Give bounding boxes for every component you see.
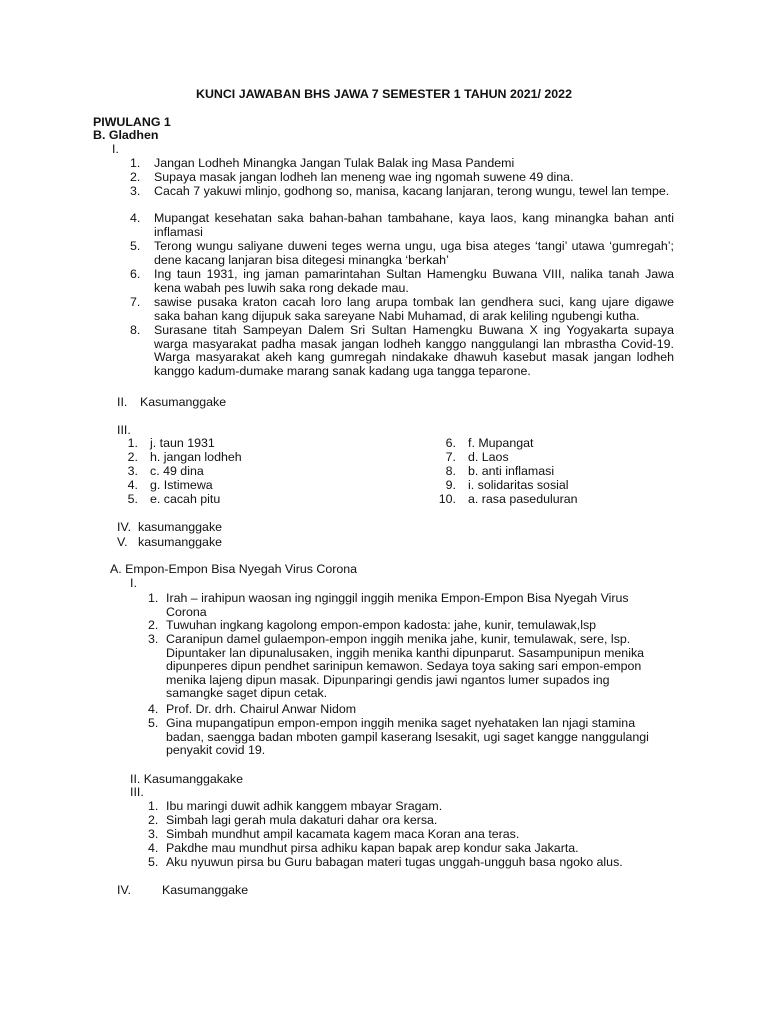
part-a-section-1-numeral: I. [130, 576, 137, 590]
item-text: Simbah mundhut ampil kacamata kagem maca Koran ana teras. [166, 827, 520, 841]
item-number: 6. [130, 267, 141, 281]
item-number: 2. [148, 618, 159, 632]
section-5-text: kasumanggake [138, 535, 223, 549]
answer-row [112, 437, 215, 451]
list-item [130, 185, 674, 199]
answer-number: 8. [445, 464, 456, 478]
answer-number: 7. [445, 450, 456, 464]
section-3-numeral: III. [117, 423, 131, 437]
item-text: Cacah 7 yakuwi mlinjo, godhong so, manisa, kacang lanjaran, terong wungu, tewel lan tempe. [154, 184, 670, 198]
answer-number: 10. [438, 492, 456, 506]
answer-row [112, 493, 220, 507]
answer-number: 2. [127, 450, 138, 464]
item-text: Caranipun damel gulaempon-empon inggih menika jahe, kunir, temulawak, sere, lsp. Dipuntaker lan dipunalusaken, inggih menika kanthi dipunparut. Sasampunipun menika dipunperes dipun pendhet sarinipun kemawon. Sedaya toya saking sari empon-empon menika lajeng dipun masak. Dipunparingi gendis jawi ngantos lumer supados ing samangke saget dipun cetak. [166, 632, 645, 701]
list-item [148, 717, 670, 758]
answer-text: a. rasa paseduluran [468, 492, 578, 506]
item-number: 7. [130, 295, 141, 309]
item-text: Ing taun 1931, ing jaman pamarintahan Sultan Hamengku Buwana VIII, nalika tanah Jawa kena wabah pes luwih saka rong dekade mau. [154, 267, 674, 295]
item-text: Tuwuhan ingkang kagolong empon-empon kadosta: jahe, kunir, temulawak,lsp [166, 618, 597, 632]
item-text: sawise pusaka kraton cacah loro lang arupa tombak lan gendhera suci, kang ujare digawe saka bahan kang dijupuk saka sareyane Nabi Muhamad, di arak keliling ngubengi kutha. [154, 295, 674, 323]
gladhen-heading: B. Gladhen [93, 128, 159, 142]
part-a-heading: A. Empon-Empon Bisa Nyegah Virus Corona [110, 562, 358, 576]
part-a-section-4-text: Kasumanggake [162, 883, 249, 897]
item-number: 2. [148, 813, 159, 827]
part-a-section-3-numeral: III. [130, 785, 144, 799]
answer-row [112, 465, 204, 479]
section-4-numeral: IV. [117, 520, 132, 534]
answer-text: d. Laos [468, 450, 509, 464]
item-number: 8. [130, 323, 141, 337]
answer-text: c. 49 dina [150, 464, 204, 478]
list-item [130, 157, 674, 171]
piwulang-heading: PIWULANG 1 [93, 115, 171, 129]
part-a-section-4-numeral: IV. [117, 883, 132, 897]
answer-number: 6. [445, 436, 456, 450]
section-2-text: Kasumanggake [140, 395, 227, 409]
item-text: Surasane titah Sampeyan Dalem Sri Sultan Hamengku Buwana X ing Yogyakarta supaya warga masyarakat padha masak jangan lodheh kanggo nanggulangi lan mbrastha Covid-19. Warga masyarakat akeh kang gumregah nindakake dhawuh kasebut masak jangan lodheh kanggo kadum-dumake marang sanak kadang uga tangga teparone. [154, 323, 674, 378]
answer-text: h. jangan lodheh [150, 450, 242, 464]
section-5-numeral: V. [117, 535, 128, 549]
part-a-section-2: II. Kasumanggakake [130, 772, 243, 786]
item-number: 4. [148, 702, 159, 716]
item-text: Pakdhe mau mundhut pirsa adhiku kapan bapak arep kondur saka Jakarta. [166, 841, 579, 855]
item-number: 3. [148, 632, 159, 646]
item-text: Jangan Lodheh Minangka Jangan Tulak Balak ing Masa Pandemi [154, 156, 515, 170]
page-title: KUNCI JAWABAN BHS JAWA 7 SEMESTER 1 TAHUN 2021/ 2022 [196, 87, 572, 101]
list-item [130, 324, 674, 378]
list-item [130, 212, 674, 239]
answer-number: 4. [127, 478, 138, 492]
list-item [148, 619, 670, 633]
list-item [148, 842, 688, 856]
item-text: Mupangat kesehatan saka bahan-bahan tambahane, kaya laos, kang minangka bahan anti inflamasi [154, 211, 674, 239]
item-number: 5. [148, 716, 159, 730]
item-text: Gina mupangatipun empon-empon inggih menika saget nyehataken lan njagi stamina badan, saengga badan mboten gampil kaserang lsesakit, ugi saget kangge nanggulangi penyakit covid 19. [166, 716, 649, 758]
answer-number: 1. [127, 436, 138, 450]
item-text: Terong wungu saliyane duweni teges werna ungu, uga bisa ateges ‘tangi’ utawa ‘gumregah’; dene kacang lanjaran bisa ditegesi minangka ‘berkah’ [154, 239, 674, 267]
section-1-numeral: I. [112, 142, 119, 156]
list-item [148, 703, 670, 717]
item-number: 5. [148, 855, 159, 869]
answer-number: 9. [445, 478, 456, 492]
list-item [148, 633, 670, 701]
answer-row [112, 479, 213, 493]
item-number: 4. [148, 841, 159, 855]
section-4-text: kasumanggake [138, 520, 223, 534]
item-text: Supaya masak jangan lodheh lan meneng wae ing ngomah suwene 49 dina. [154, 170, 574, 184]
item-number: 2. [130, 170, 141, 184]
item-text: Prof. Dr. drh. Chairul Anwar Nidom [166, 702, 357, 716]
item-number: 1. [148, 591, 159, 605]
list-item [148, 814, 688, 828]
item-number: 4. [130, 211, 141, 225]
answer-text: b. anti inflamasi [468, 464, 555, 478]
answer-row [430, 465, 554, 479]
answer-number: 3. [127, 464, 138, 478]
item-number: 5. [130, 239, 141, 253]
item-text: Simbah lagi gerah mula dakaturi dahar ora kersa. [166, 813, 438, 827]
list-item [130, 268, 674, 295]
list-item [130, 240, 674, 267]
list-item [148, 592, 670, 619]
list-item [130, 296, 674, 323]
answer-row [112, 451, 242, 465]
item-text: Ibu maringi duwit adhik kanggem mbayar Sragam. [166, 799, 443, 813]
list-item [148, 800, 688, 814]
list-item [148, 856, 688, 870]
answer-row [430, 437, 533, 451]
answer-row [430, 479, 569, 493]
answer-text: j. taun 1931 [150, 436, 215, 450]
answer-text: f. Mupangat [468, 436, 534, 450]
answer-row [430, 493, 578, 507]
list-item [130, 171, 674, 185]
answer-row [430, 451, 509, 465]
answer-number: 5. [127, 492, 138, 506]
section-2-numeral: II. [117, 395, 128, 409]
item-text: Aku nyuwun pirsa bu Guru babagan materi tugas unggah-ungguh basa ngoko alus. [166, 855, 623, 869]
answer-text: g. Istimewa [150, 478, 213, 492]
answer-text: i. solidaritas sosial [468, 478, 569, 492]
answer-text: e. cacah pitu [150, 492, 221, 506]
item-text: Irah – irahipun waosan ing nginggil inggih menika Empon-Empon Bisa Nyegah Virus Corona [166, 591, 629, 619]
item-number: 3. [148, 827, 159, 841]
item-number: 3. [130, 184, 141, 198]
list-item [148, 828, 688, 842]
item-number: 1. [130, 156, 141, 170]
item-number: 1. [148, 799, 159, 813]
